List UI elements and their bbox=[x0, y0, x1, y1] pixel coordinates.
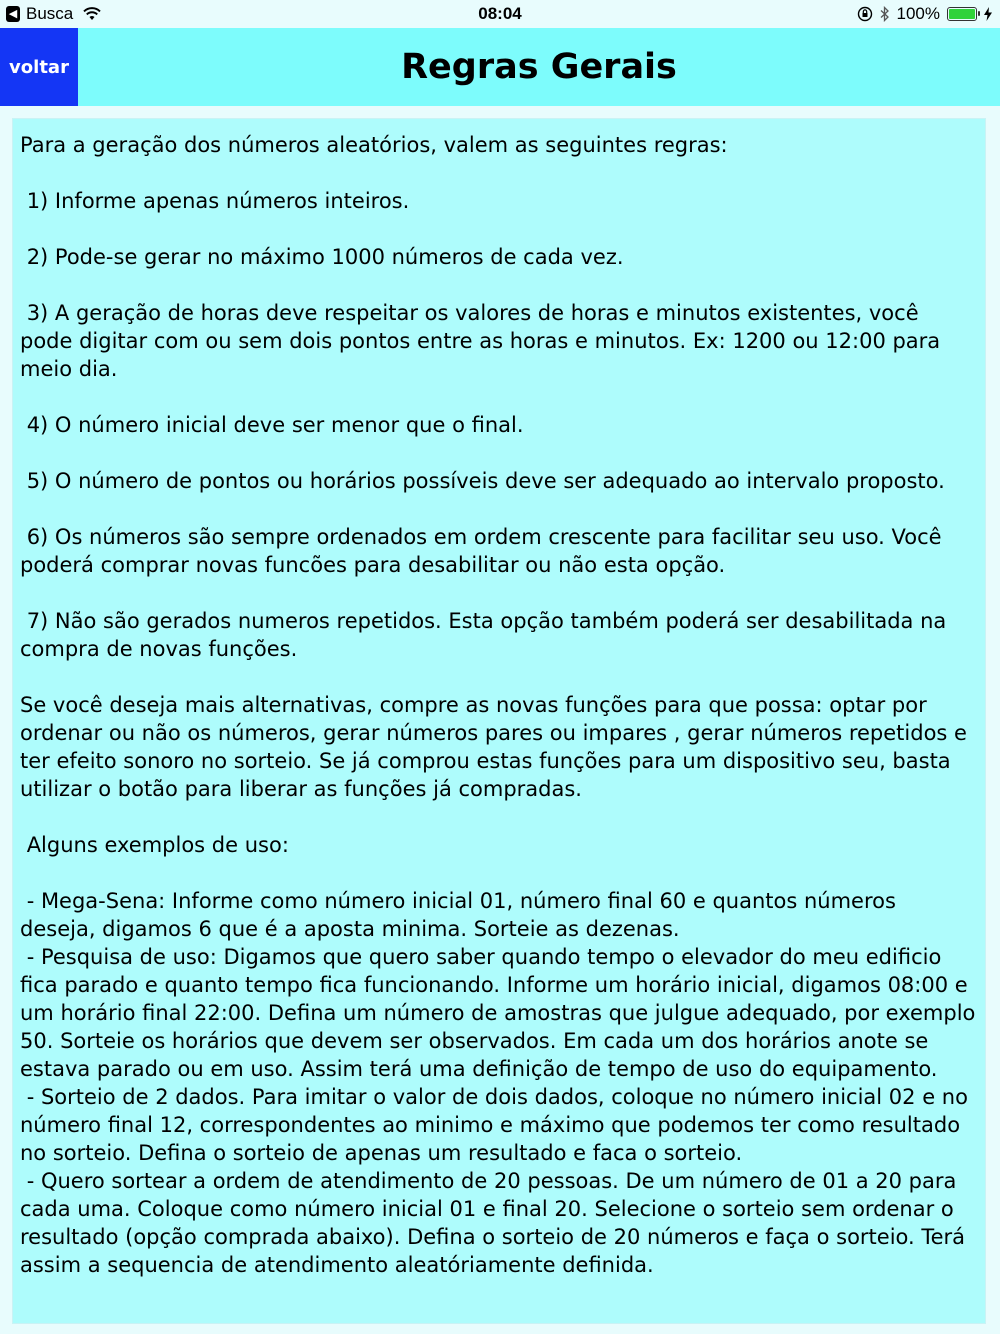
rule-7: 7) Não são gerados numeros repetidos. Esta opção também poderá ser desabilitada na compra de novas funções. bbox=[20, 609, 953, 661]
status-right bbox=[857, 4, 992, 24]
status-time: 08:04 bbox=[478, 4, 522, 23]
spacer bbox=[20, 663, 977, 691]
spacer bbox=[20, 579, 977, 607]
example-pesquisa-uso: - Pesquisa de uso: Digamos que quero saber quando tempo o elevador do meu edificio fica parado e quanto tempo fica funcionando. Informe um horário inicial, digamos 08:00 e um horário final 22:00. Defina um número de amostras que julgue adequado, por exemplo 50. Sorteie os horários que devem ser observados. Em cada um dos horários anote se estava parado ou em uso. Assim terá uma definição de tempo de uso do equipamento. bbox=[20, 945, 983, 1081]
spacer bbox=[20, 271, 977, 299]
spacer bbox=[20, 439, 977, 467]
charging-bolt-icon bbox=[984, 7, 992, 21]
battery-icon bbox=[947, 7, 977, 21]
status-bar bbox=[0, 0, 1000, 28]
example-atendimento: - Quero sortear a ordem de atendimento de 20 pessoas. De um número de 01 a 20 para cada uma. Coloque como número inicial 01 e final 20. Selecione o sorteio sem ordenar o resultado (opção comprada abaixo). Defina o sorteio de 20 números e faça o sorteio. Terá assim a sequencia de atendimento aleatóriamente definida. bbox=[20, 1169, 972, 1277]
spacer bbox=[20, 383, 977, 411]
spacer bbox=[20, 803, 977, 831]
battery-percent: 100% bbox=[896, 4, 940, 23]
back-button[interactable]: voltar bbox=[0, 28, 78, 106]
spacer bbox=[20, 215, 977, 243]
intro-text: Para a geração dos números aleatórios, valem as seguintes regras: bbox=[20, 133, 728, 157]
rule-6: 6) Os números são sempre ordenados em ordem crescente para facilitar seu uso. Você poderá comprar novas funcões para desabilitar ou não esta opção. bbox=[20, 525, 949, 577]
rule-3: 3) A geração de horas deve respeitar os valores de horas e minutos existentes, você pode digitar com ou sem dois pontos entre as horas e minutos. Ex: 1200 ou 12:00 para meio dia. bbox=[20, 301, 947, 381]
rule-1: 1) Informe apenas números inteiros. bbox=[20, 189, 410, 213]
spacer bbox=[20, 159, 977, 187]
rule-4: 4) O número inicial deve ser menor que o final. bbox=[20, 413, 524, 437]
bluetooth-icon bbox=[880, 6, 890, 22]
back-app-label[interactable]: Busca bbox=[26, 4, 74, 23]
rotation-lock-icon bbox=[857, 6, 873, 22]
battery-fill bbox=[949, 9, 975, 19]
spacer bbox=[20, 495, 977, 523]
back-triangle-icon: ◀ bbox=[6, 6, 20, 22]
spacer bbox=[20, 859, 977, 887]
rule-2: 2) Pode-se gerar no máximo 1000 números de cada vez. bbox=[20, 245, 624, 269]
example-dados: - Sorteio de 2 dados. Para imitar o valor de dois dados, coloque no número inicial 02 e no número final 12, correspondentes ao minimo e máximo que podemos ter como resultado no sorteio. Defina o sorteio de apenas um resultado e faca o sorteio. bbox=[20, 1085, 975, 1165]
alternatives-text: Se você deseja mais alternativas, compre as novas funções para que possa: optar por ordenar ou não os números, gerar números pares ou impares , gerar números repetidos e ter efeito sonoro no sorteio. Se já comprou estas funções para um dispositivo seu, basta utilizar o botão para liberar as funções já compradas. bbox=[20, 693, 974, 801]
examples-heading: Alguns exemplos de uso: bbox=[20, 833, 289, 857]
rules-text-view[interactable] bbox=[12, 118, 986, 1324]
nav-bar bbox=[0, 28, 1000, 106]
page-title: Regras Gerais bbox=[401, 47, 677, 87]
rule-5: 5) O número de pontos ou horários possíveis deve ser adequado ao intervalo proposto. bbox=[20, 469, 945, 493]
example-mega-sena: - Mega-Sena: Informe como número inicial 01, número final 60 e quantos números deseja, digamos 6 que é a aposta minima. Sorteie as dezenas. bbox=[20, 889, 903, 941]
